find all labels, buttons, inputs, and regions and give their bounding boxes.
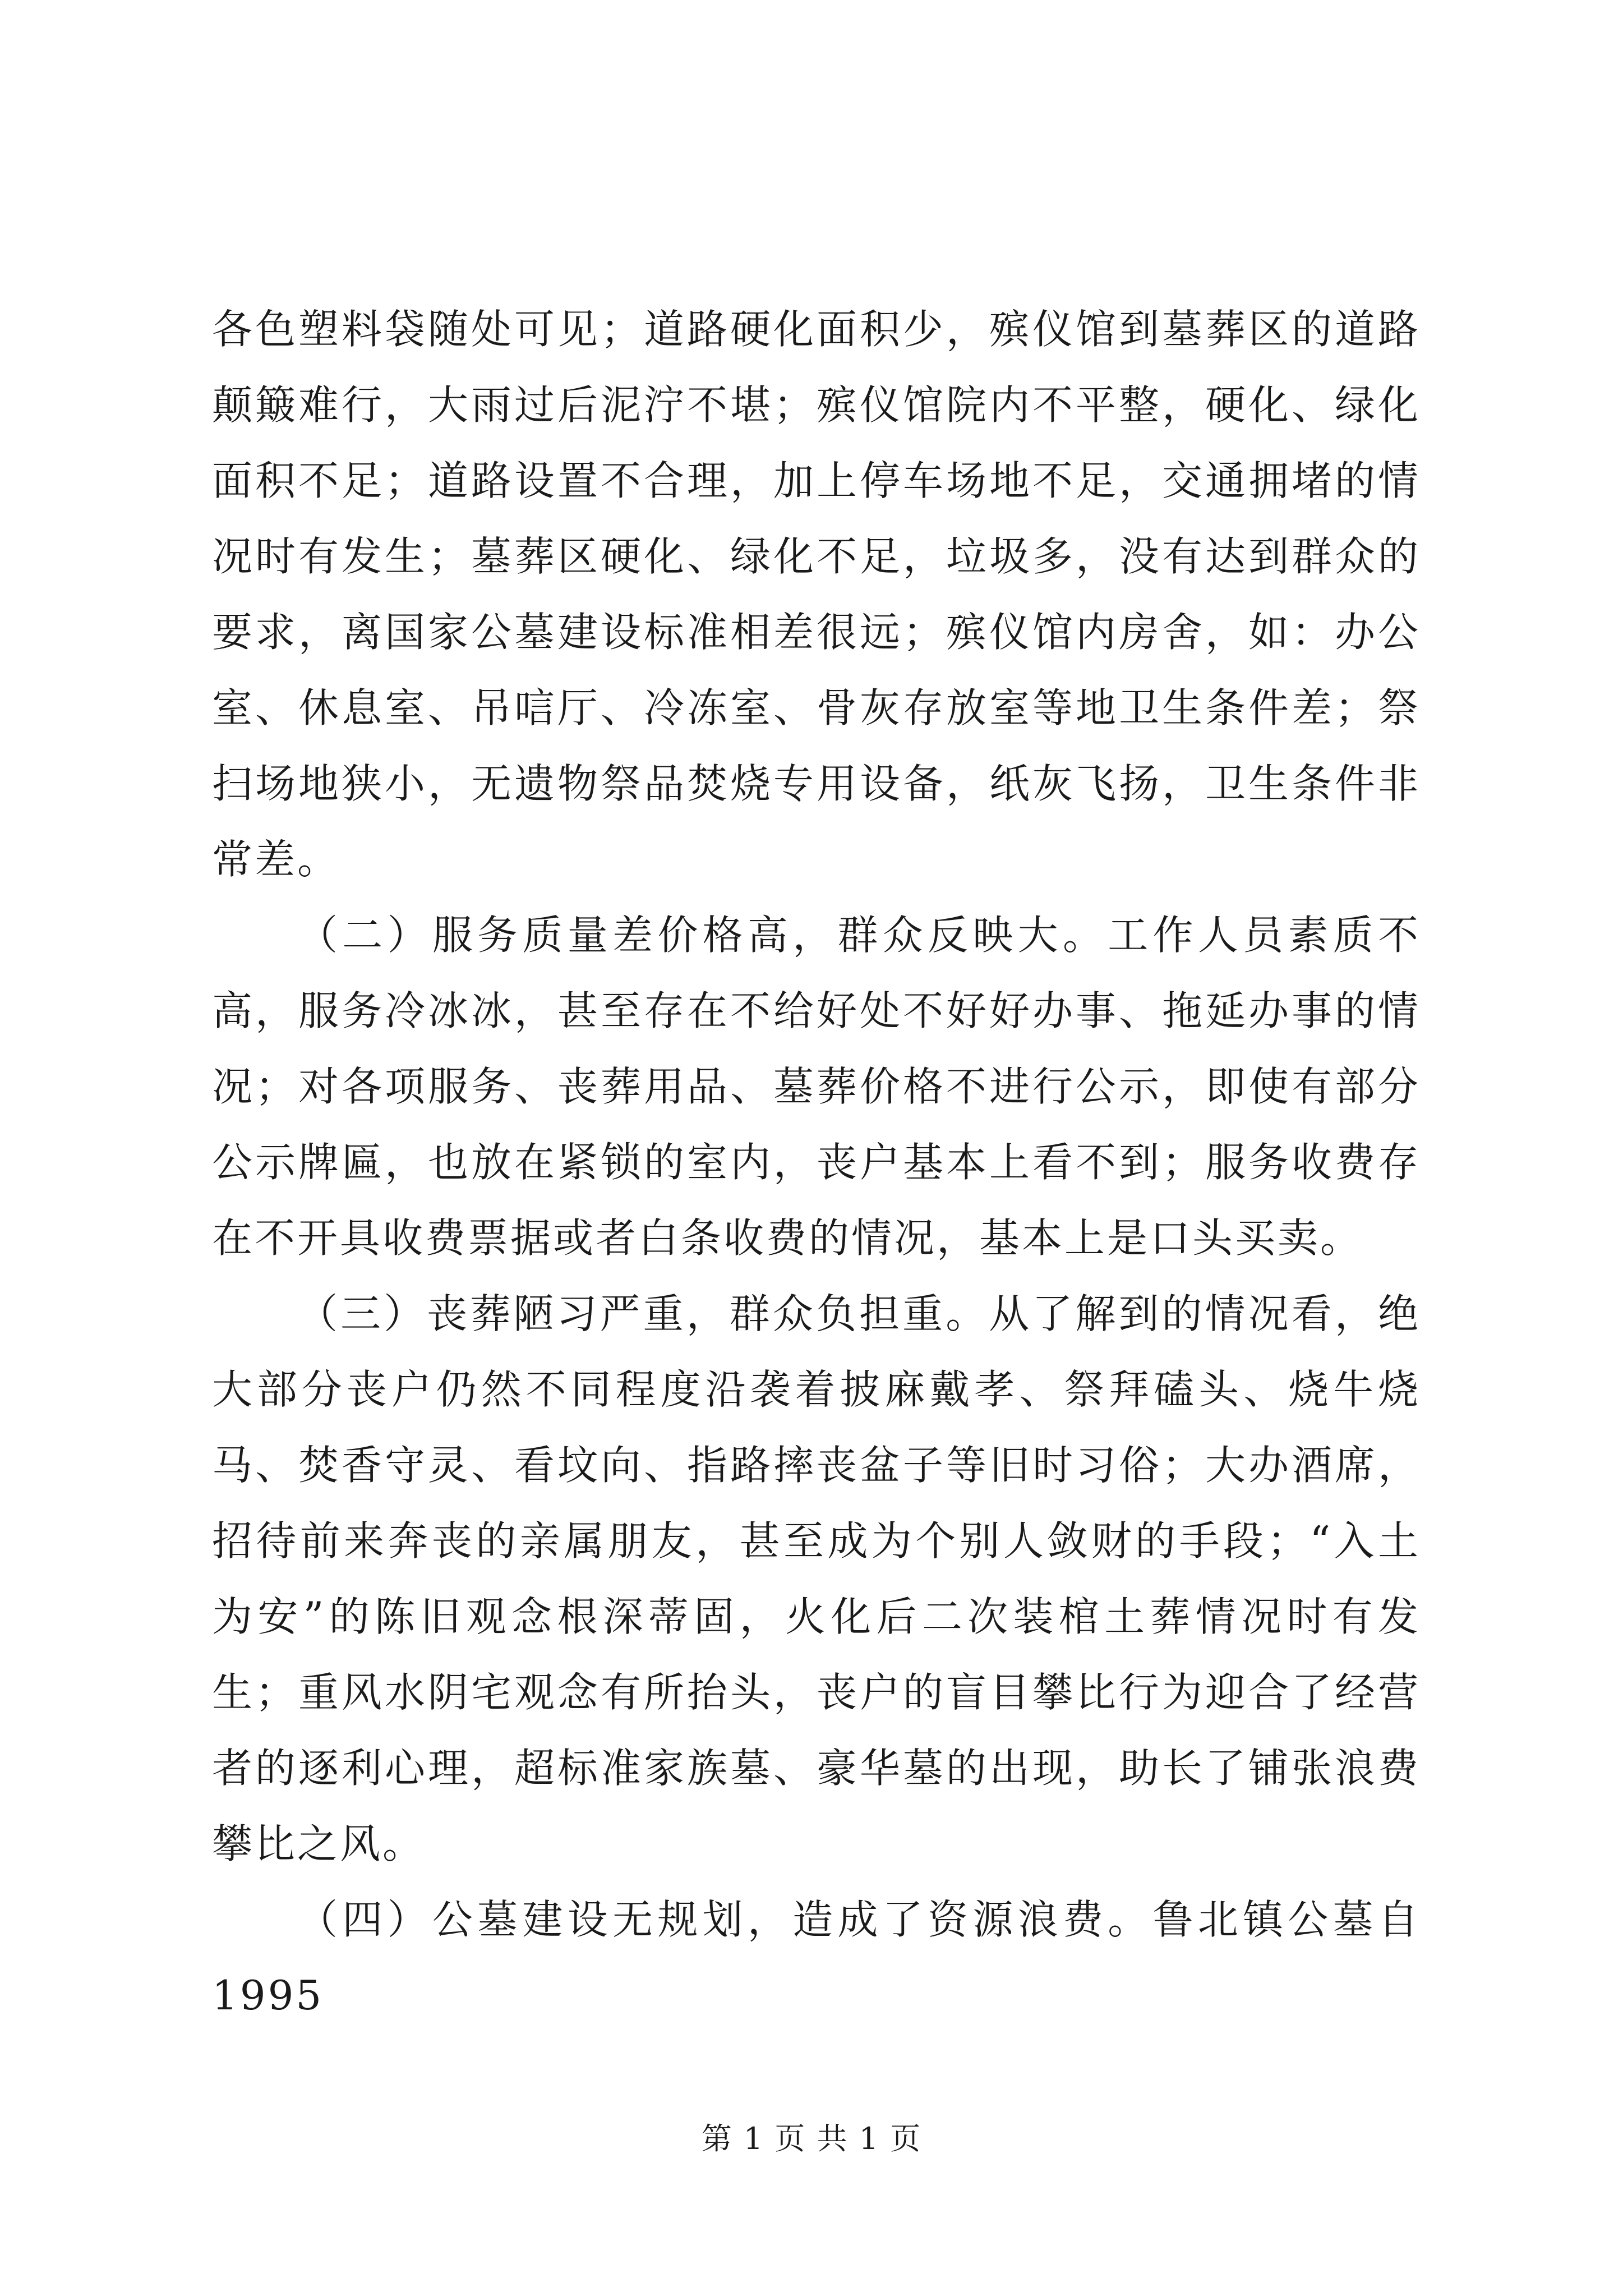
paragraph-service-quality: （二）服务质量差价格高，群众反映大。工作人员素质不高，服务冷冰冰，甚至存在不给好处不好好办事、拖延办事的情况；对各项服务、丧葬用品、墓葬价格不进行公示，即使有部分公示牌匾，也放在紧锁的室内，丧户基本上看不到；服务收费存在不开具收费票据或者白条收费的情况，基本上是口头买卖。: [212, 912, 1421, 1262]
paragraph-cemetery-planning: （四）公墓建设无规划，造成了资源浪费。鲁北镇公墓自1995: [212, 1896, 1421, 2019]
document-body: [212, 292, 1421, 2033]
page-number-footer: 第 1 页 共 1 页: [701, 2121, 922, 2156]
paragraph-continuation: 各色塑料袋随处可见；道路硬化面积少，殡仪馆到墓葬区的道路颠簸难行，大雨过后泥泞不堪；殡仪馆院内不平整，硬化、绿化面积不足；道路设置不合理，加上停车场地不足，交通拥堵的情况时有发生；墓葬区硬化、绿化不足，垃圾多，没有达到群众的要求，离国家公墓建设标准相差很远；殡仪馆内房舍，如：办公室、休息室、吊唁厅、冷冻室、骨灰存放室等地卫生条件差；祭扫场地狭小，无遗物祭品焚烧专用设备，纸灰飞扬，卫生条件非常差。: [212, 306, 1421, 883]
paragraph-funeral-customs: （三）丧葬陋习严重，群众负担重。从了解到的情况看，绝大部分丧户仍然不同程度沿袭着披麻戴孝、祭拜磕头、烧牛烧马、焚香守灵、看坟向、指路摔丧盆子等旧时习俗；大办酒席，招待前来奔丧的亲属朋友，甚至成为个别人敛财的手段；“入土为安”的陈旧观念根深蒂固，火化后二次装棺土葬情况时有发生；重风水阴宅观念有所抬头，丧户的盲目攀比行为迎合了经营者的逐利心理，超标准家族墓、豪华墓的出现，助长了铺张浪费攀比之风。: [212, 1290, 1421, 1867]
